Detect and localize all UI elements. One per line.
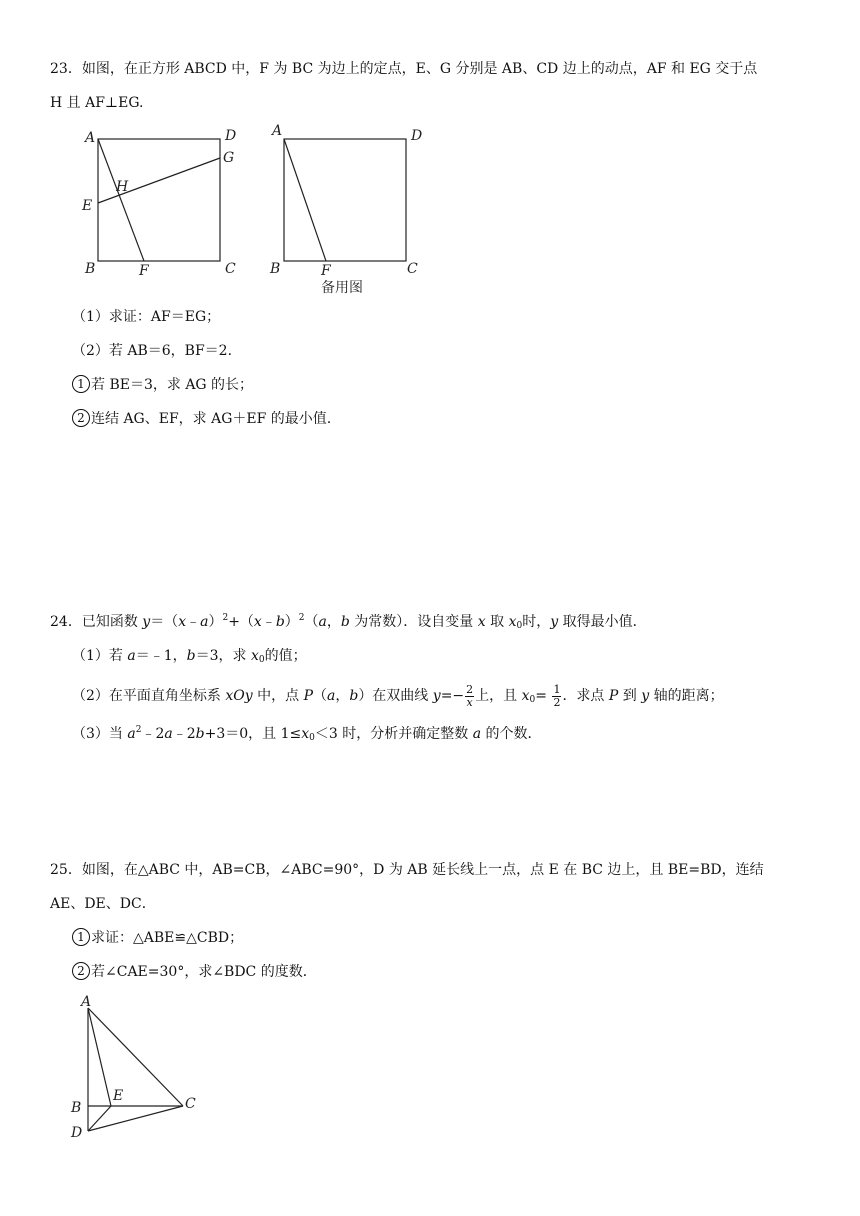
label-b: B [71, 1100, 82, 1116]
label-f: F [321, 263, 331, 279]
q25-line2: AE、DE、DC． [50, 896, 156, 912]
q23-line2: H 且 AF⊥EG. [50, 95, 144, 111]
fraction-1-over-2: $\frac{1}{2}$ [553, 682, 561, 709]
segment-de [88, 1106, 111, 1131]
q24-stem: 24．已知函数 y＝（x﹣a）$^2$+（x﹣b）$^2$（a，b 为常数）．设自变量 x 取 $x_0$时，y 取得最小值． [50, 613, 647, 631]
circled-number: 1 [72, 375, 90, 393]
label-g: G [223, 150, 235, 166]
q23-sub1-text: 若 BE＝3，求 AG 的长； [91, 377, 254, 393]
label-d: D [71, 1125, 83, 1141]
fraction-2-over-x: $\frac{2}{x}$ [466, 682, 474, 709]
label-e: E [82, 198, 93, 214]
q24-part1: （1）若 a＝﹣1，b＝3，求 $x_0$的值； [72, 648, 307, 665]
q23-line1: 23．如图，在正方形 ABCD 中，F 为 BC 为边上的定点，E、G 分别是 AB、CD 边上的动点，AF 和 EG 交于点 [50, 61, 758, 77]
label-c: C [185, 1096, 196, 1112]
figure-caption: 备用图 [321, 280, 363, 296]
segment-ae [88, 1008, 111, 1106]
circled-number: 2 [72, 962, 90, 980]
label-d: D [411, 128, 423, 144]
label-f: F [139, 263, 149, 279]
q23-part2: （2）若 AB＝6，BF＝2. [72, 343, 233, 359]
q25-sub1: 1 求证：△ABE≌△CBD； [72, 928, 243, 948]
label-c: C [225, 261, 236, 277]
q25-line1: 25．如图，在△ABC 中，AB=CB，∠ABC=90°，D 为 AB 延长线上一点，点 E 在 BC 边上，且 BE=BD，连结 [50, 862, 764, 878]
q24-part3: （3）当 $a^2﹣2a﹣2b+3=0$，且 $1\le x_0<3$ 时，分析并确定整数 a 的个数． [72, 725, 542, 743]
label-a: A [81, 994, 92, 1010]
label-e: E [113, 1088, 124, 1104]
q24-part2: （2）在平面直角坐标系 xOy 中，点 P（a，b）在双曲线 y=− $\frac{2}{x}$ 上，且 $x_0=$ $\frac{1}{2}$ ．求点 P 到 y 轴的距离； [72, 682, 724, 709]
q25-sub2: 2 若∠CAE=30°，求∠BDC 的度数． [72, 962, 317, 982]
label-h: H [116, 179, 129, 195]
label-c: C [407, 261, 418, 277]
label-a: A [272, 123, 283, 139]
label-b: B [85, 261, 96, 277]
q23-sub2-text: 连结 AG、EF，求 AG＋EF 的最小值. [91, 411, 332, 427]
label-a: A [85, 130, 96, 146]
circled-number: 2 [72, 409, 90, 427]
label-d: D [225, 128, 237, 144]
segment-ac [88, 1008, 183, 1106]
q23-part1: （1）求证：AF＝EG； [72, 309, 221, 325]
label-b: B [270, 261, 281, 277]
circled-number: 1 [72, 928, 90, 946]
segment-dc [88, 1106, 183, 1131]
